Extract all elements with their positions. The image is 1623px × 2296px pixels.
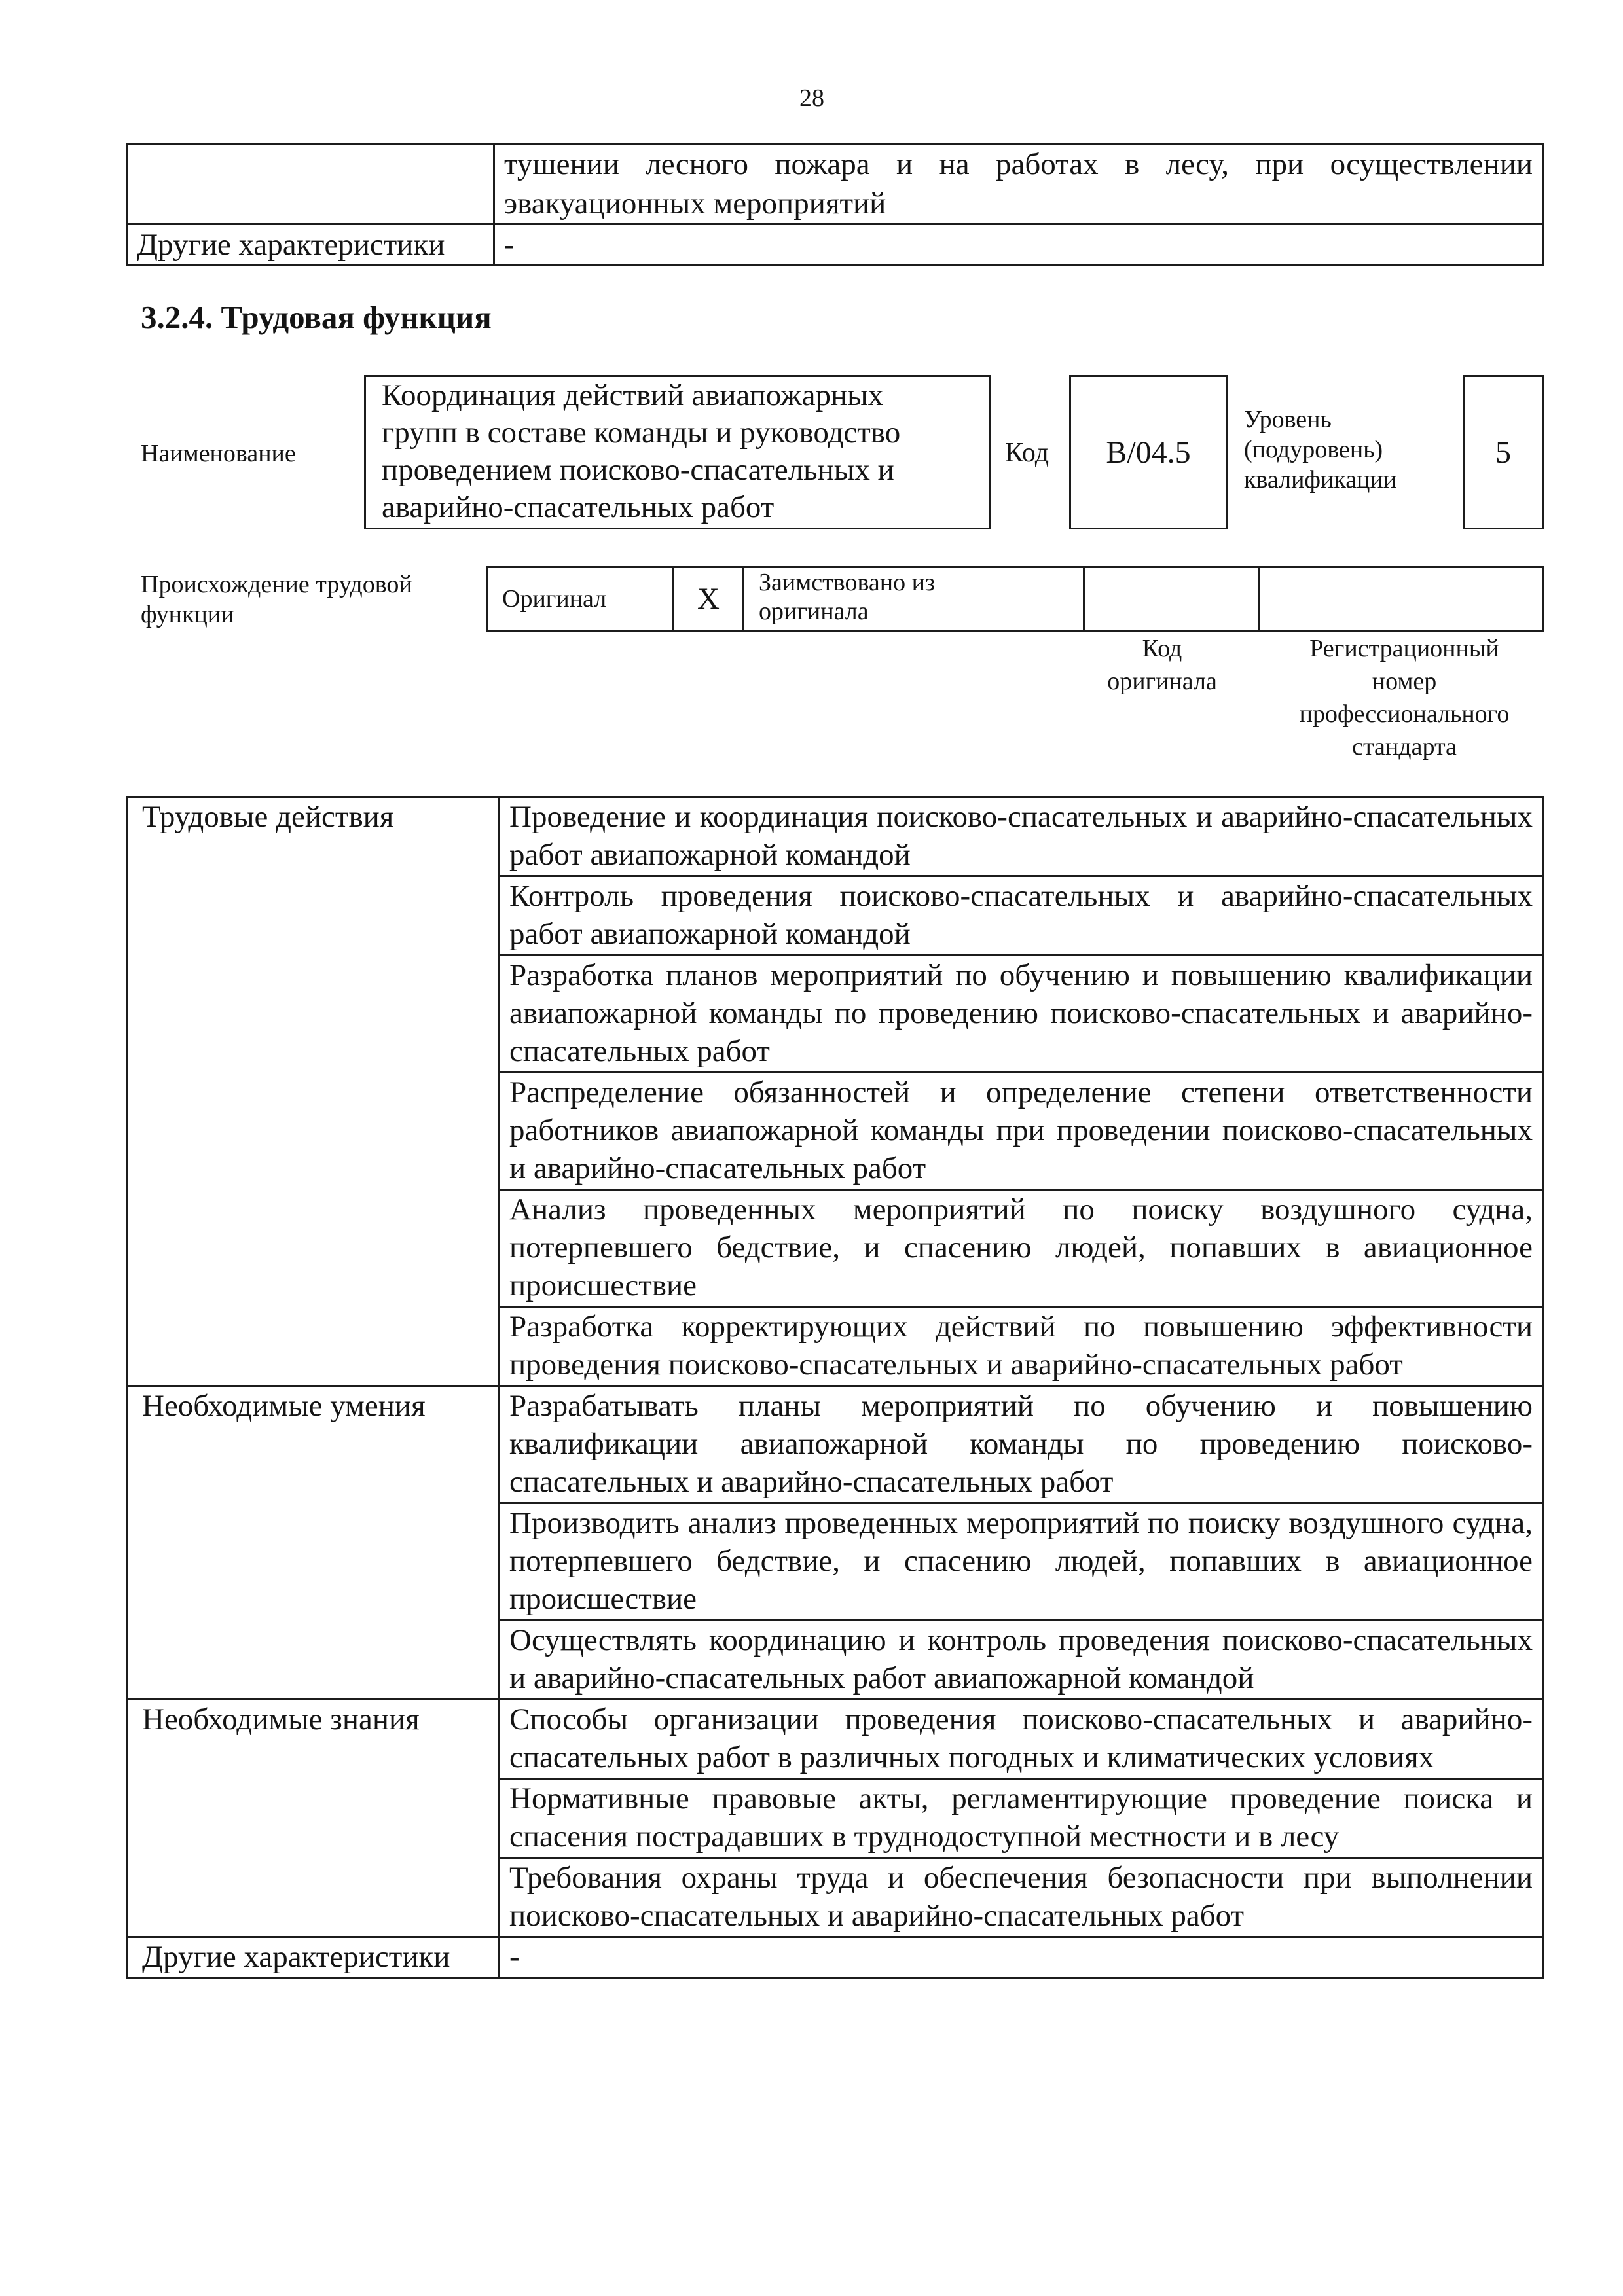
table-row — [127, 144, 1543, 224]
function-name-line: аварийно-спасательных работ — [382, 490, 775, 524]
labour-function-table — [126, 796, 1544, 1979]
table-cell: - — [500, 1937, 1543, 1979]
row-text: - — [494, 224, 1543, 266]
caption-line: профессионального — [1299, 700, 1510, 728]
original-label: Оригинал — [487, 567, 674, 631]
table-cell: Способы организации проведения поисково-спасательных и аварийно-спасательных работ в различных погодных и климатических условиях — [500, 1700, 1543, 1779]
table-row — [127, 1700, 1543, 1779]
origin-label-line: Происхождение трудовой — [141, 571, 412, 598]
original-mark: X — [674, 567, 744, 631]
registration-number-cell — [1260, 567, 1543, 631]
level-label-line: (подуровень) — [1244, 436, 1383, 463]
table-cell: Требования охраны труда и обеспечения безопасности при выполнении поисково-спасательных и аварийно-спасательных работ — [500, 1858, 1543, 1937]
table-cell: Разрабатывать планы мероприятий по обучению и повышению квалификации авиапожарной команды по проведению поисково-спасательных и аварийно-спасательных работ — [500, 1386, 1543, 1503]
row-text: тушении лесного пожара и на работах в лесу, при осуществлении эвакуационных мероприятий — [494, 144, 1543, 224]
original-code-cell — [1084, 567, 1260, 631]
caption-line: Регистрационный — [1309, 635, 1499, 662]
origin-label — [141, 569, 481, 630]
section-label: Необходимые знания — [127, 1700, 500, 1937]
table-cell: Анализ проведенных мероприятий по поиску воздушного судна, потерпевшего бедствие, и спасению людей, попавших в авиационное происшествие — [500, 1190, 1543, 1307]
table-cell: Распределение обязанностей и определение степени ответственности работников авиапожарной команды при проведении поисково-спасательных и аварийно-спасательных работ — [500, 1073, 1543, 1190]
function-code: B/04.5 — [1106, 435, 1191, 470]
function-name-box — [364, 375, 991, 529]
table-cell: Нормативные правовые акты, регламентирующие проведение поиска и спасения пострадавших в труднодоступной местности и в лесу — [500, 1779, 1543, 1858]
name-label: Наименование — [141, 440, 296, 467]
table-cell: Контроль проведения поисково-спасательных и аварийно-спасательных работ авиапожарной командой — [500, 876, 1543, 956]
table-row — [487, 567, 1543, 631]
function-name-line: проведением поисково-спасательных и — [382, 453, 894, 487]
row-label: Другие характеристики — [127, 224, 494, 266]
table-row — [127, 224, 1543, 266]
borrowed-line: оригинала — [759, 598, 869, 625]
registration-number-caption — [1264, 632, 1545, 763]
section-label: Необходимые умения — [127, 1386, 500, 1700]
caption-line: оригинала — [1107, 668, 1217, 695]
page-number: 28 — [799, 84, 824, 112]
code-box — [1069, 375, 1228, 529]
table-row — [127, 797, 1543, 876]
original-code-caption — [1074, 632, 1250, 698]
level-label-line: квалификации — [1244, 466, 1397, 493]
section-title: 3.2.4. Трудовая функция — [141, 299, 492, 335]
function-name-line: Координация действий авиапожарных — [382, 378, 884, 412]
caption-line: Код — [1142, 635, 1182, 662]
row-label — [127, 144, 494, 224]
table-row — [127, 1937, 1543, 1979]
caption-line: номер — [1372, 668, 1437, 695]
origin-table — [486, 566, 1544, 632]
caption-line: стандарта — [1352, 733, 1457, 761]
function-name-line: групп в составе команды и руководство — [382, 416, 901, 450]
continuation-table — [126, 143, 1544, 266]
qualification-level: 5 — [1495, 435, 1511, 470]
borrowed-label — [744, 567, 1084, 631]
table-cell: Проведение и координация поисково-спасательных и аварийно-спасательных работ авиапожарной командой — [500, 797, 1543, 876]
table-cell: Осуществлять координацию и контроль проведения поисково-спасательных и аварийно-спасательных работ авиапожарной командой — [500, 1621, 1543, 1700]
level-label — [1244, 404, 1460, 495]
origin-label-line: функции — [141, 601, 234, 628]
table-cell: Разработка планов мероприятий по обучению и повышению квалификации авиапожарной команды по проведению поисково-спасательных и аварийно-спасательных работ — [500, 956, 1543, 1073]
table-row — [127, 1386, 1543, 1503]
table-cell: Разработка корректирующих действий по повышению эффективности проведения поисково-спасательных и аварийно-спасательных работ — [500, 1307, 1543, 1386]
borrowed-line: Заимствовано из — [759, 569, 935, 596]
section-label: Другие характеристики — [127, 1937, 500, 1979]
section-label: Трудовые действия — [127, 797, 500, 1386]
code-label: Код — [1005, 438, 1049, 468]
table-cell: Производить анализ проведенных мероприятий по поиску воздушного судна, потерпевшего бедствие, и спасению людей, попавших в авиационное происшествие — [500, 1503, 1543, 1621]
level-box — [1463, 375, 1544, 529]
level-label-line: Уровень — [1244, 406, 1332, 433]
